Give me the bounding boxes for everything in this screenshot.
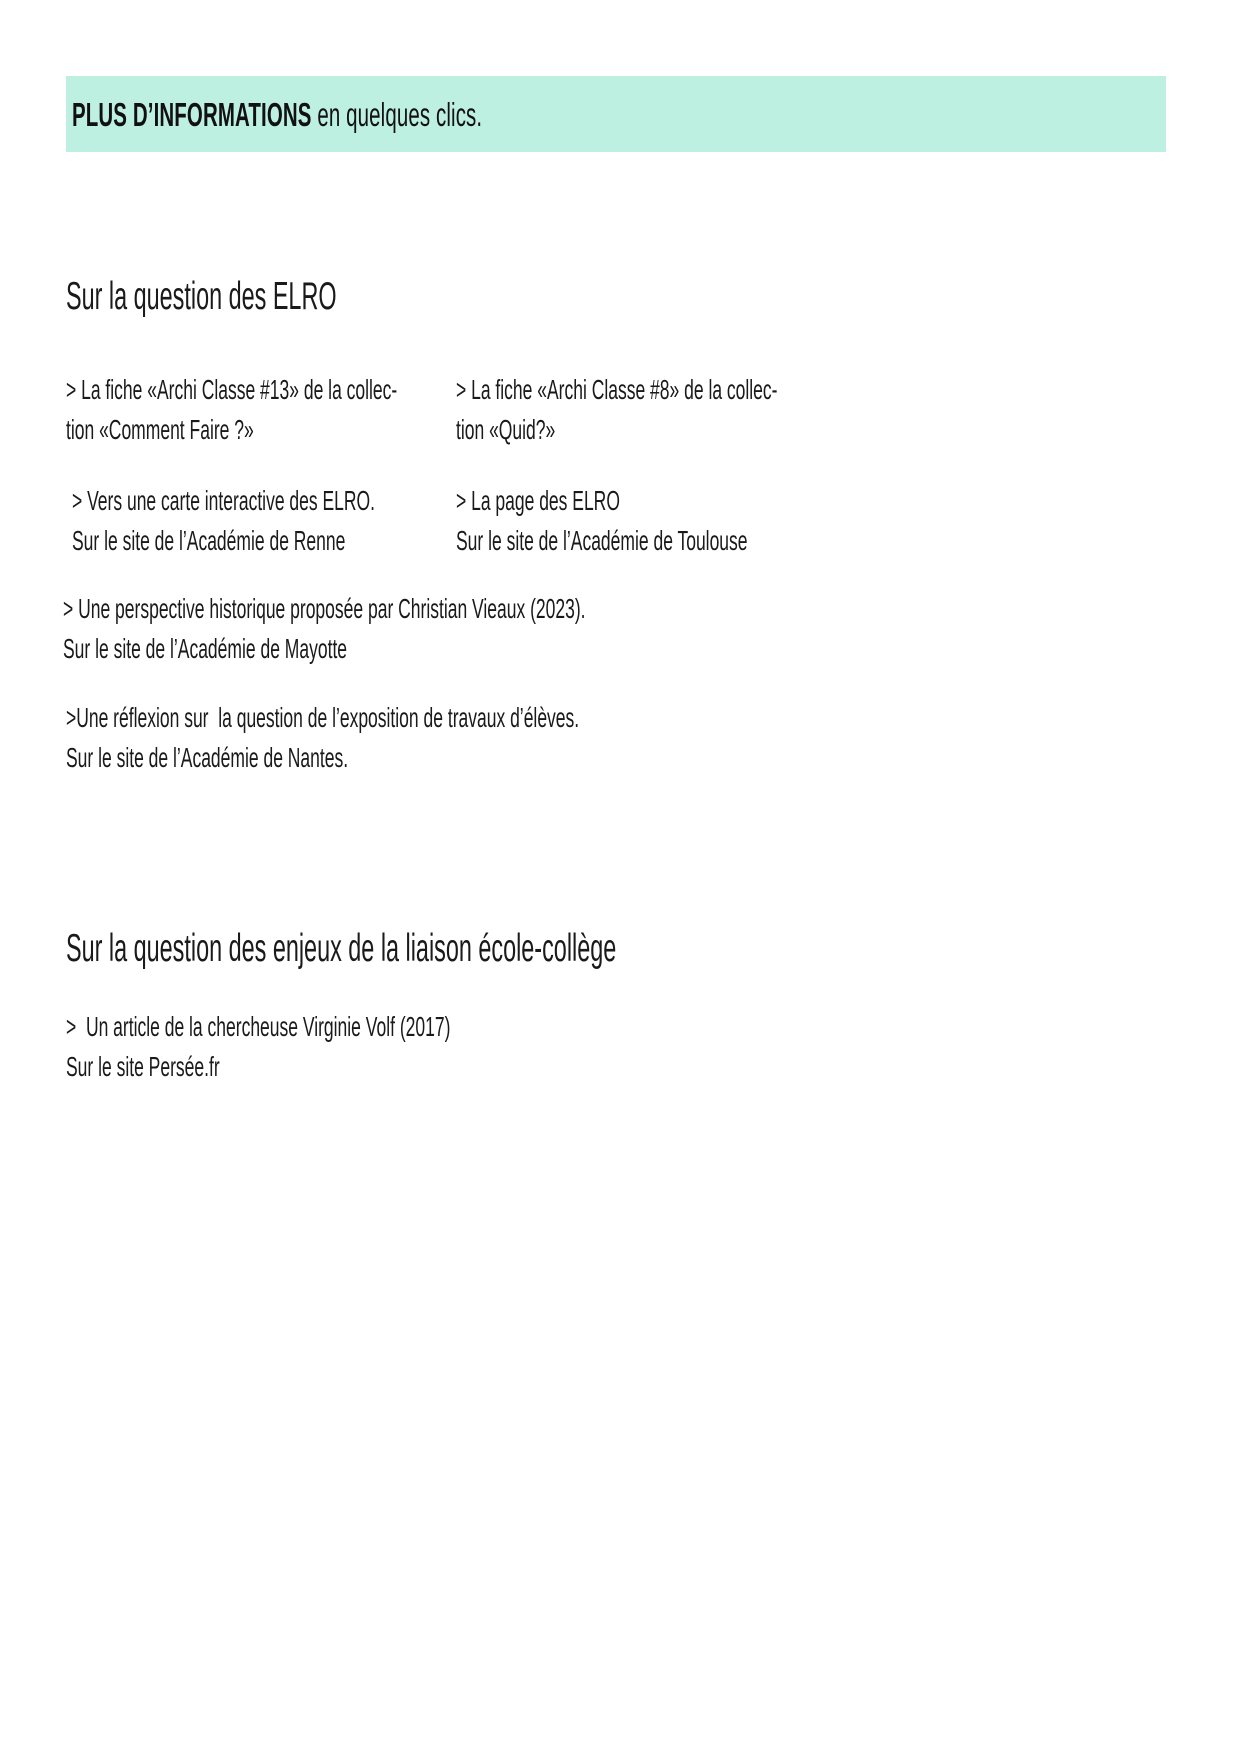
link-entry-reflexion-exposition[interactable] xyxy=(66,704,887,772)
entry-line: >Une réflexion sur la question de l’exposition de travaux d’élèves. xyxy=(66,702,580,733)
entry-line: > La page des ELRO xyxy=(456,485,620,516)
entry-source: Sur le site Persée.fr xyxy=(66,1051,220,1082)
entry-line: > Un article de la chercheuse Virginie Volf (2017) xyxy=(66,1011,451,1042)
entry-source: Sur le site de l’Académie de Mayotte xyxy=(63,633,348,664)
section-heading-elro: Sur la question des ELRO xyxy=(66,275,337,318)
link-entry-perspective-historique[interactable] xyxy=(63,595,899,663)
entry-line: > La fiche «Archi Classe #8» de la collec- xyxy=(456,374,778,405)
entry-line: > La fiche «Archi Classe #13» de la collec- xyxy=(66,374,398,405)
entry-source: Sur le site de l’Académie de Nantes. xyxy=(66,742,349,773)
entry-line: tion «Quid?» xyxy=(456,414,556,445)
page-title-strong: PLUS D’INFORMATIONS xyxy=(72,95,312,133)
section-heading-liaison-ecole-college: Sur la question des enjeux de la liaison école-collège xyxy=(66,927,617,970)
entry-line: > Une perspective historique proposée par Christian Vieaux (2023). xyxy=(63,593,586,624)
entry-source: Sur le site de l’Académie de Renne xyxy=(72,525,346,556)
link-entry-page-des-elro[interactable] xyxy=(456,487,922,555)
link-entry-fiche-archi-classe-8[interactable] xyxy=(456,376,970,444)
page-title-light: en quelques clics. xyxy=(311,95,483,133)
link-entry-article-virginie-volf[interactable] xyxy=(66,1013,681,1081)
entry-line: > Vers une carte interactive des ELRO. xyxy=(72,485,376,516)
entry-source: Sur le site de l’Académie de Toulouse xyxy=(456,525,748,556)
header-band xyxy=(66,76,1166,152)
entry-line: tion «Comment Faire ?» xyxy=(66,414,254,445)
page-title xyxy=(72,95,483,133)
